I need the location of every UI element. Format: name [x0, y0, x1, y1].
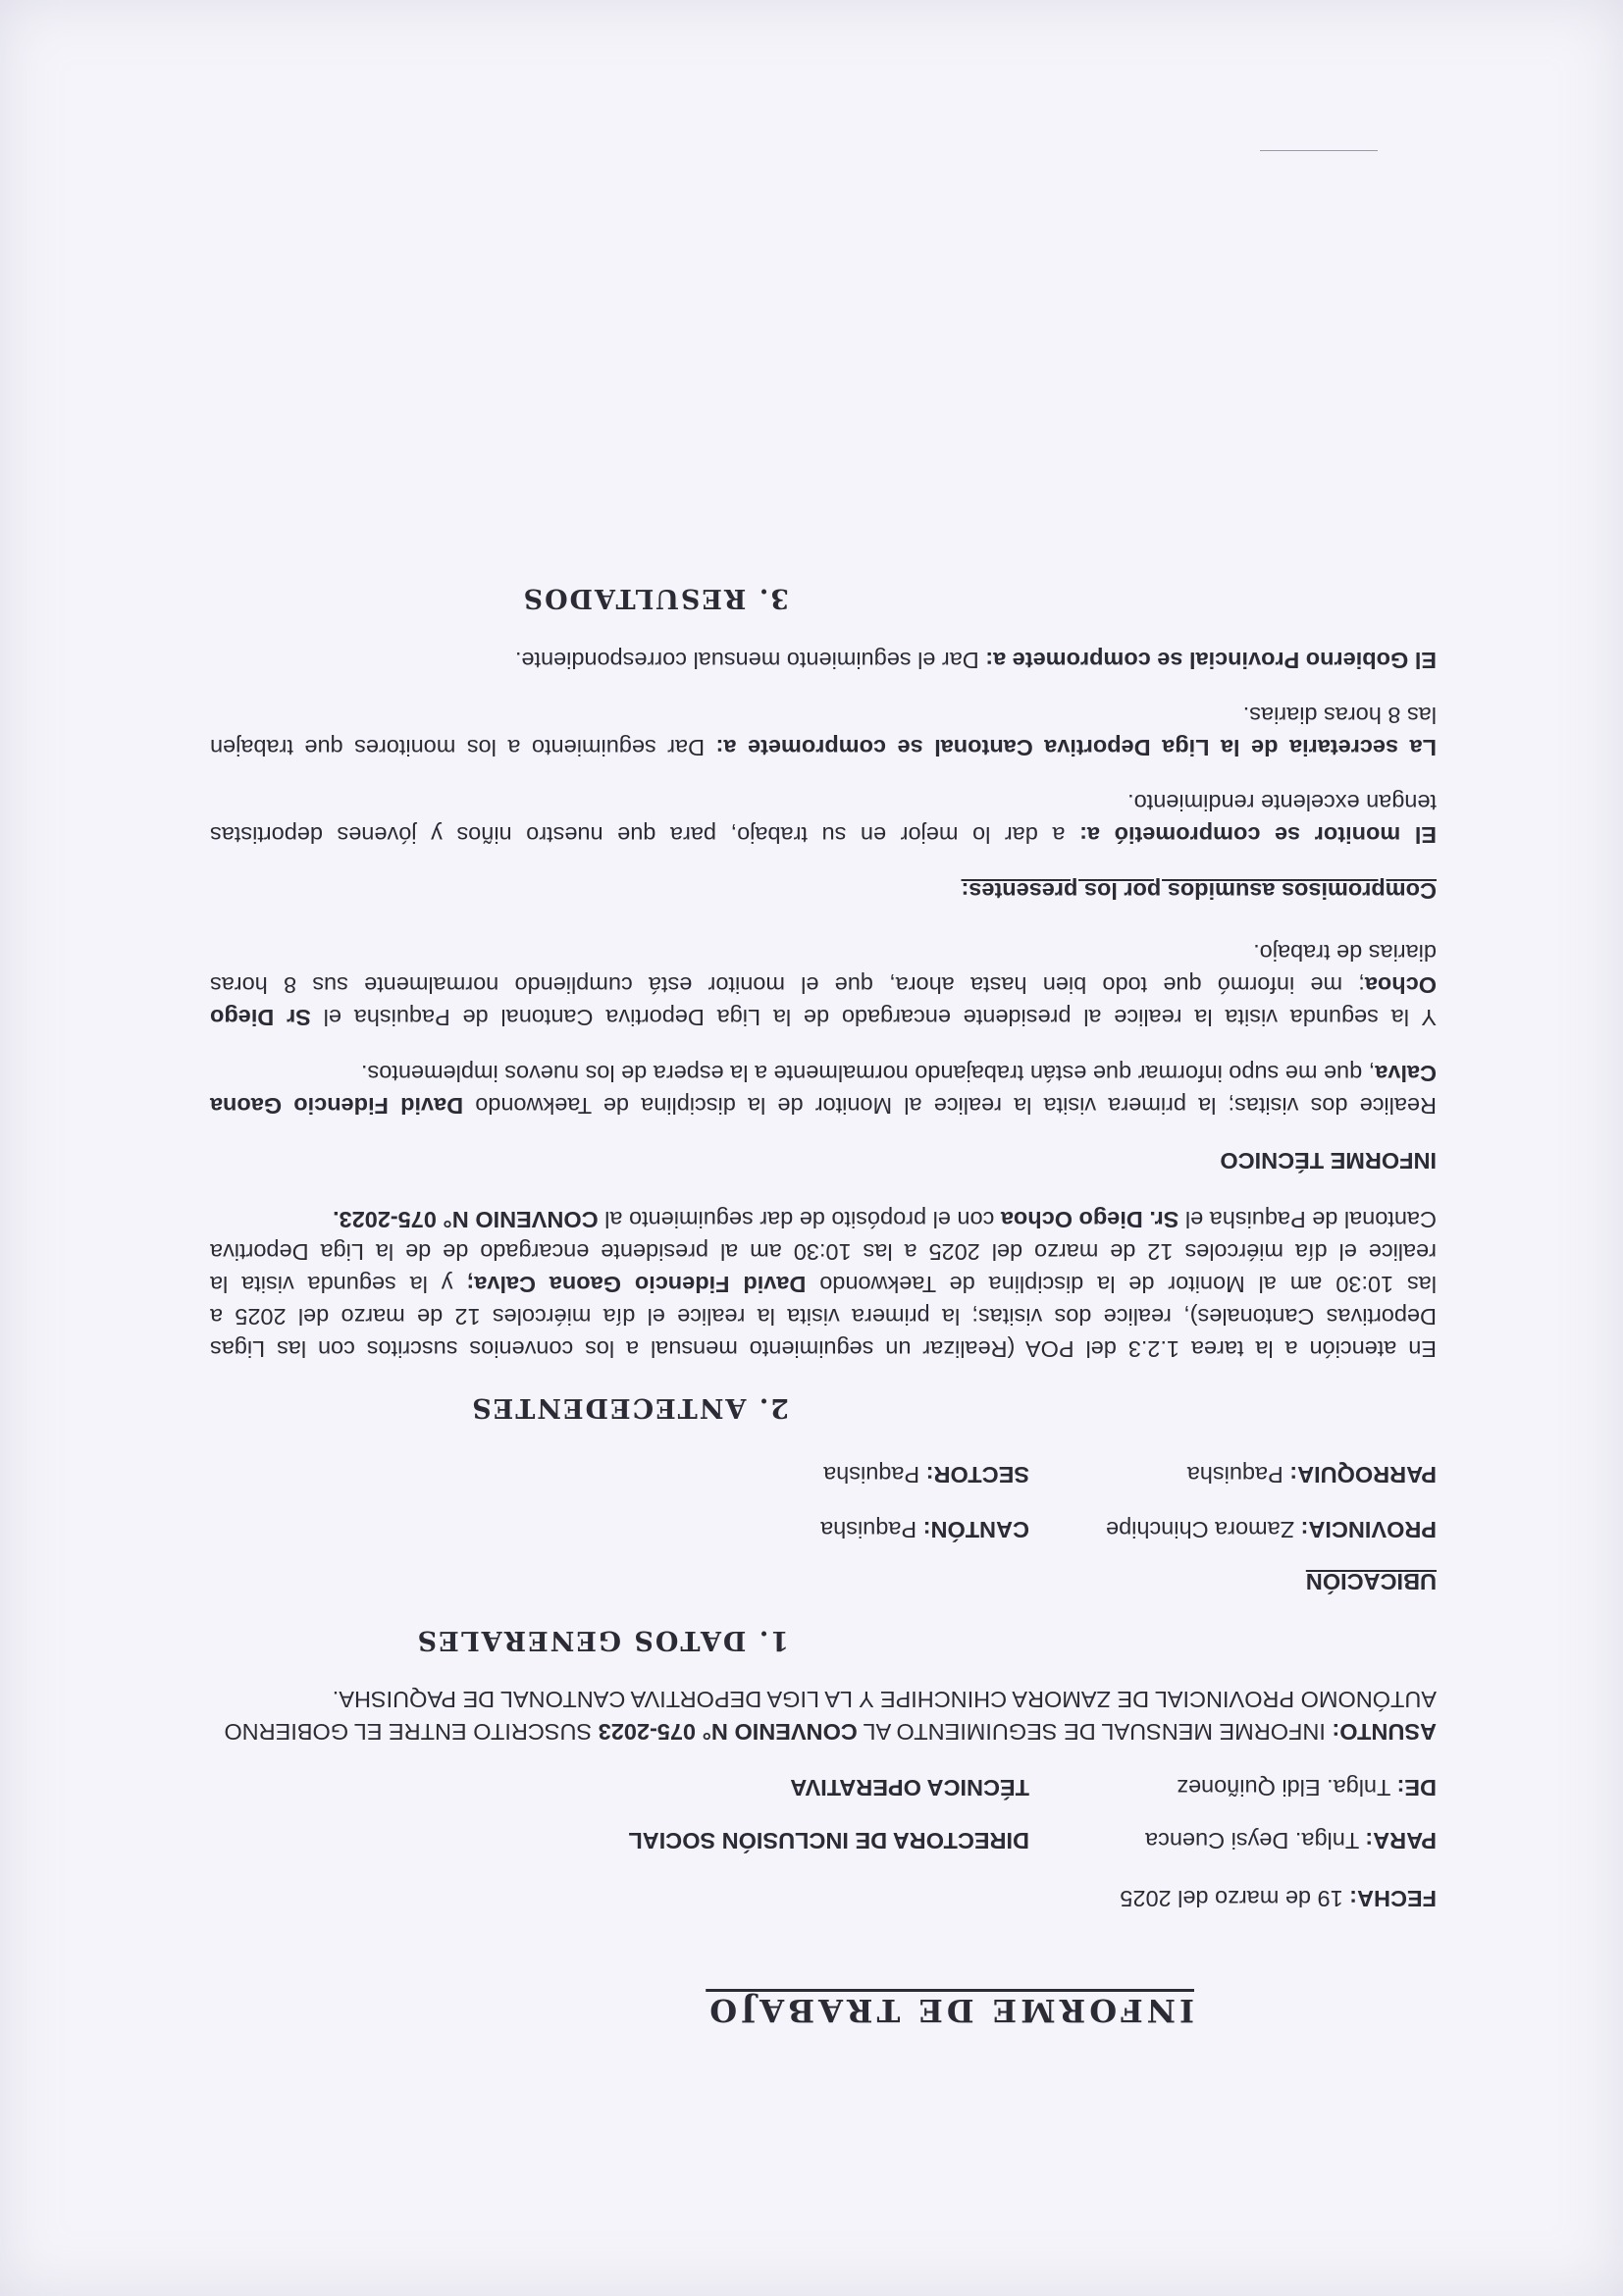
monitor-line-2: tengan excelente rendimiento. — [1127, 790, 1437, 815]
provincia-label: PROVINCIA: — [1300, 1517, 1437, 1542]
gobierno-text: Dar el seguimiento mensual correspondiente. — [514, 648, 986, 673]
antecedentes-line-4: realice el día miércoles 12 de marzo del 2025 a las 10:30 am al presidente encargado de de la Liga Deportiva — [210, 1239, 1437, 1265]
ubicacion-label: UBICACIÓN — [1305, 1569, 1437, 1594]
secretaria-line-2: las 8 horas diarias. — [1242, 703, 1437, 728]
asunto-text-a: INFORME MENSUAL DE SEGUIMIENTO AL — [857, 1719, 1326, 1745]
antecedentes-president-name: Sr. Diego Ochoa — [1000, 1207, 1179, 1232]
secretaria-line-1 — [210, 733, 1437, 762]
parroquia-sector-line — [210, 1460, 1437, 1489]
asunto-line-1 — [224, 1717, 1437, 1747]
informe-monitor-name: David Fidencio Gaona — [210, 1093, 464, 1119]
canton-label: CANTÓN: — [922, 1517, 1029, 1542]
informe-line-2 — [361, 1059, 1437, 1088]
informe-monitor-surname: Calva — [1375, 1061, 1437, 1086]
asunto-text-b: SUSCRITO ENTRE EL GOBIERNO — [224, 1719, 599, 1745]
sector-label: SECTOR: — [925, 1462, 1029, 1487]
informe-l1-a: Realice dos visitas; la primera visita la realice al Monitor de la disciplina de Taekwondo — [463, 1093, 1437, 1119]
de-line — [210, 1773, 1437, 1802]
de-value: Tnlga. Eldi Quiñonez — [1177, 1775, 1391, 1800]
para-value: Tnlga. Deysi Cuenca — [1145, 1828, 1360, 1853]
canton-field — [820, 1515, 1029, 1544]
parroquia-label: PARROQUIA: — [1289, 1462, 1437, 1487]
sector-field — [823, 1460, 1029, 1489]
de-label: DE: — [1396, 1775, 1437, 1800]
informe-line-1 — [210, 1091, 1437, 1121]
para-label: PARA: — [1365, 1828, 1437, 1853]
antecedentes-l3-a: las 10:30 am al Monitor de la disciplina de Taekwondo — [806, 1272, 1437, 1297]
informe-tecnico-label: INFORME TÉCNICO — [1220, 1148, 1437, 1174]
asunto-convenio: CONVENIO N° 075-2023 — [598, 1719, 858, 1745]
section-3-heading: 3. RESULTADOS — [521, 583, 789, 613]
antecedentes-l5-b: con el propósito de dar seguimiento al — [598, 1207, 1001, 1232]
antecedentes-line-5 — [333, 1205, 1437, 1234]
informe-line-3 — [210, 1003, 1437, 1032]
antecedentes-line-1: En atención a la tarea 1.2.3 del POA (Realizar un seguimiento mensual a los convenios suscritos con las Ligas — [210, 1336, 1437, 1362]
provincia-canton-line — [210, 1515, 1437, 1544]
monitor-text-1: a dar lo mejor en su trabajo, para que nuestro niños y jóvenes deportistas — [210, 822, 1080, 848]
fecha-label: FECHA: — [1349, 1886, 1437, 1911]
document-title: INFORME DE TRABAJO — [706, 1992, 1194, 2029]
antecedentes-l3-b: y la segunda visita la — [209, 1272, 467, 1297]
compromisos-label: Compromisos asumidos por los presentes: — [961, 878, 1437, 904]
fecha-value: 19 de marzo del 2025 — [1120, 1886, 1343, 1911]
informe-l4-a: ; me informó que todo bien hasta ahora, que el monitor está cumpliendo normalmente sus 8 horas — [210, 972, 1365, 998]
monitor-line-1 — [210, 820, 1437, 850]
section-1-heading: 1. DATOS GENERALES — [415, 1625, 789, 1655]
provincia-value: Zamora Chinchipe — [1106, 1517, 1295, 1542]
section-2-heading: 2. ANTECEDENTES — [470, 1392, 789, 1423]
monitor-label: El monitor se comprometió a: — [1079, 822, 1437, 848]
gobierno-line — [515, 646, 1437, 675]
sector-value: Paquisha — [823, 1462, 920, 1487]
gobierno-label: El Gobierno Provincial se compromete a: — [985, 648, 1437, 673]
de-role: TÉCNICA OPERATIVA — [790, 1775, 1029, 1800]
fecha-line — [1120, 1884, 1437, 1913]
antecedentes-line-3 — [210, 1270, 1437, 1299]
parroquia-value: Paquisha — [1186, 1462, 1283, 1487]
informe-president-surname: Ochoa — [1364, 972, 1437, 998]
para-line — [210, 1826, 1437, 1855]
scan-mark — [1260, 150, 1378, 151]
antecedentes-convenio: CONVENIO N° 075-2023. — [333, 1207, 599, 1232]
antecedentes-l5-a: Cantonal de Paquisha el — [1178, 1207, 1437, 1232]
antecedentes-monitor-name: David Fidencio Gaona Calva; — [466, 1272, 807, 1297]
secretaria-text-1: Dar seguimiento a los monitores que trabajen — [210, 735, 716, 760]
informe-l2-a: , que me supo informar que están trabajando normalmente a la espera de los nuevos implementos. — [360, 1061, 1376, 1086]
informe-line-4 — [210, 970, 1437, 1000]
informe-line-5: diarias de trabajo. — [1253, 940, 1437, 965]
asunto-line-2: AUTÓNOMO PROVINCIAL DE ZAMORA CHINCHIPE Y LA LIGA DEPORTIVA CANTONAL DE PAQUISHA. — [332, 1687, 1437, 1712]
asunto-label: ASUNTO: — [1332, 1719, 1437, 1745]
canton-value: Paquisha — [820, 1517, 917, 1542]
informe-president-name: Sr Diego — [210, 1005, 311, 1030]
secretaria-label: La secretaria de la Liga Deportiva Cantonal se compromete a: — [715, 735, 1437, 760]
informe-l3-a: Y la segunda visita la realice al presidente encargado de la Liga Deportiva Cantonal de Paquisha el — [310, 1005, 1437, 1030]
antecedentes-line-2: Deportivas Cantonales), realice dos visitas; la primera visita la realice el día miércoles 12 de marzo del 2025 a — [210, 1304, 1437, 1330]
para-role: DIRECTORA DE INCLUSIÓN SOCIAL — [628, 1828, 1029, 1853]
